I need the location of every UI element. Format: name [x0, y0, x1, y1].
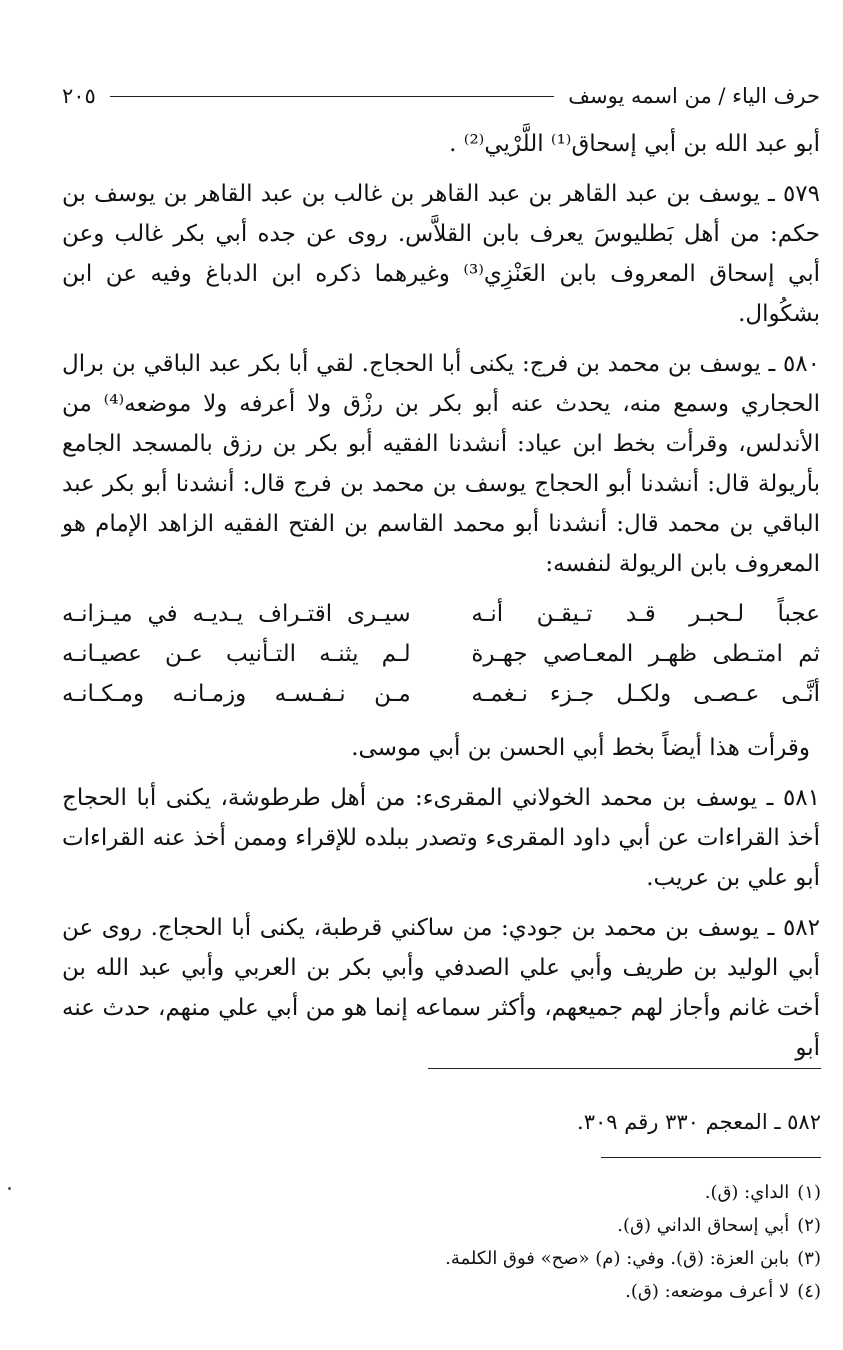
footnote-separator [428, 1068, 821, 1069]
entry-580: ٥٨٠ ـ يوسف بن محمد بن فرج: يكنى أبا الحجاج. لقي أبا بكر عبد الباقي بن برال الحجاري وسمع منه، يحدث عنه أبو بكر بن رزْق ولا أعرفه ولا موضعه⁽⁴⁾ من الأندلس، وقرأت بخط ابن عياد: أنشدنا الفقيه أبو بكر بن رزق بالمسجد الجامع بأريولة قال: أنشدنا أبو الحجاج يوسف بن محمد بن فرج قال: أنشدنا أبو بكر عبد الباقي بن محمد قال: أنشدنا أبو محمد القاسم بن الفتح الفقيه الزاهد الإمام هو المعروف بابن الريولة لنفسه: [62, 351, 820, 577]
page-number: ٢٠٥ [62, 84, 96, 108]
footnote-number: (٣) [797, 1248, 821, 1269]
footnote [61, 1242, 821, 1275]
footnote-text: لا أعرف موضعه: (ق). [625, 1281, 790, 1302]
footnotes [61, 1176, 821, 1308]
footnote [61, 1209, 821, 1242]
footnote [61, 1176, 821, 1209]
verse-first-hemistich: عجباً لـحبـر قـد تـيقـن أنـه [471, 601, 820, 627]
header-title: حرف الياء / من اسمه يوسف [568, 84, 820, 108]
source-note: ٥٨٢ ـ المعجم ٣٣٠ رقم ٣٠٩. [577, 1110, 821, 1134]
intro-line: أبو عبد الله بن أبي إسحاق⁽¹⁾ اللَّرْيي⁽²⁾ . [449, 131, 820, 157]
poem-verse [62, 674, 820, 714]
footnote-text: الداي: (ق). [704, 1182, 790, 1203]
entry-582: ٥٨٢ ـ يوسف بن محمد بن جودي: من ساكني قرطبة، يكنى أبا الحجاج. روى عن أبي الوليد بن طريف وأبي علي الصدفي وأبي بكر بن العربي وأبي عبد الله بن أخت غانم وأجاز لهم جميعهم، وأكثر سماعه إنما هو من أبي علي منهم، حدث عنه أبو [62, 915, 820, 1061]
footnote-number: (٢) [797, 1215, 821, 1236]
header-rule [110, 96, 554, 97]
book-page [62, 84, 820, 1068]
main-text [62, 124, 820, 1068]
verse-second-hemistich: مـن نـفـسـه وزمـانـه ومـكـانـه [62, 681, 411, 707]
footnote [61, 1275, 821, 1308]
footnote-text: أبي إسحاق الداني (ق). [617, 1215, 790, 1236]
poem [62, 594, 820, 714]
entry-579: ٥٧٩ ـ يوسف بن عبد القاهر بن عبد القاهر بن غالب بن عبد القاهر بن يوسف بن حكم: من أهل بَطليوسَ يعرف بابن القلاَّس. روى عن جده أبي بكر غالب وعن أبي إسحاق المعروف بابن العَنْزِي⁽³⁾ وغيرهما ذكره ابن الدباغ وفيه عن ابن بشكُوال. [62, 181, 820, 327]
footnote-text: بابن العزة: (ق). وفي: (م) «صح» فوق الكلمة. [445, 1248, 790, 1269]
verse-first-hemistich: أنَّـى عـصـى ولكـل جـزء نـغمـه [471, 681, 820, 707]
scan-speck [8, 1187, 11, 1190]
running-header [62, 84, 820, 124]
verse-second-hemistich: لـم يثنـه التـأنيب عـن عصيـانـه [62, 641, 411, 667]
footnote-number: (١) [797, 1182, 821, 1203]
poem-verse [62, 634, 820, 674]
footnote-separator-short [601, 1157, 821, 1158]
verse-second-hemistich: سيـرى اقتـراف يـديـه في ميـزانـه [62, 601, 411, 627]
entry-581: ٥٨١ ـ يوسف بن محمد الخولاني المقرىء: من أهل طرطوشة، يكنى أبا الحجاج أخذ القراءات عن أبي داود المقرىء وتصدر ببلده للإقراء وممن أخذ عنه القراءات أبو علي بن عريب. [62, 785, 820, 891]
after-poem-line: وقرأت هذا أيضاً بخط أبي الحسن بن أبي موسى. [351, 735, 810, 761]
footnote-number: (٤) [797, 1281, 821, 1302]
poem-verse [62, 594, 820, 634]
verse-first-hemistich: ثم امتـطى ظهـر المعـاصي جهـرة [471, 641, 820, 667]
